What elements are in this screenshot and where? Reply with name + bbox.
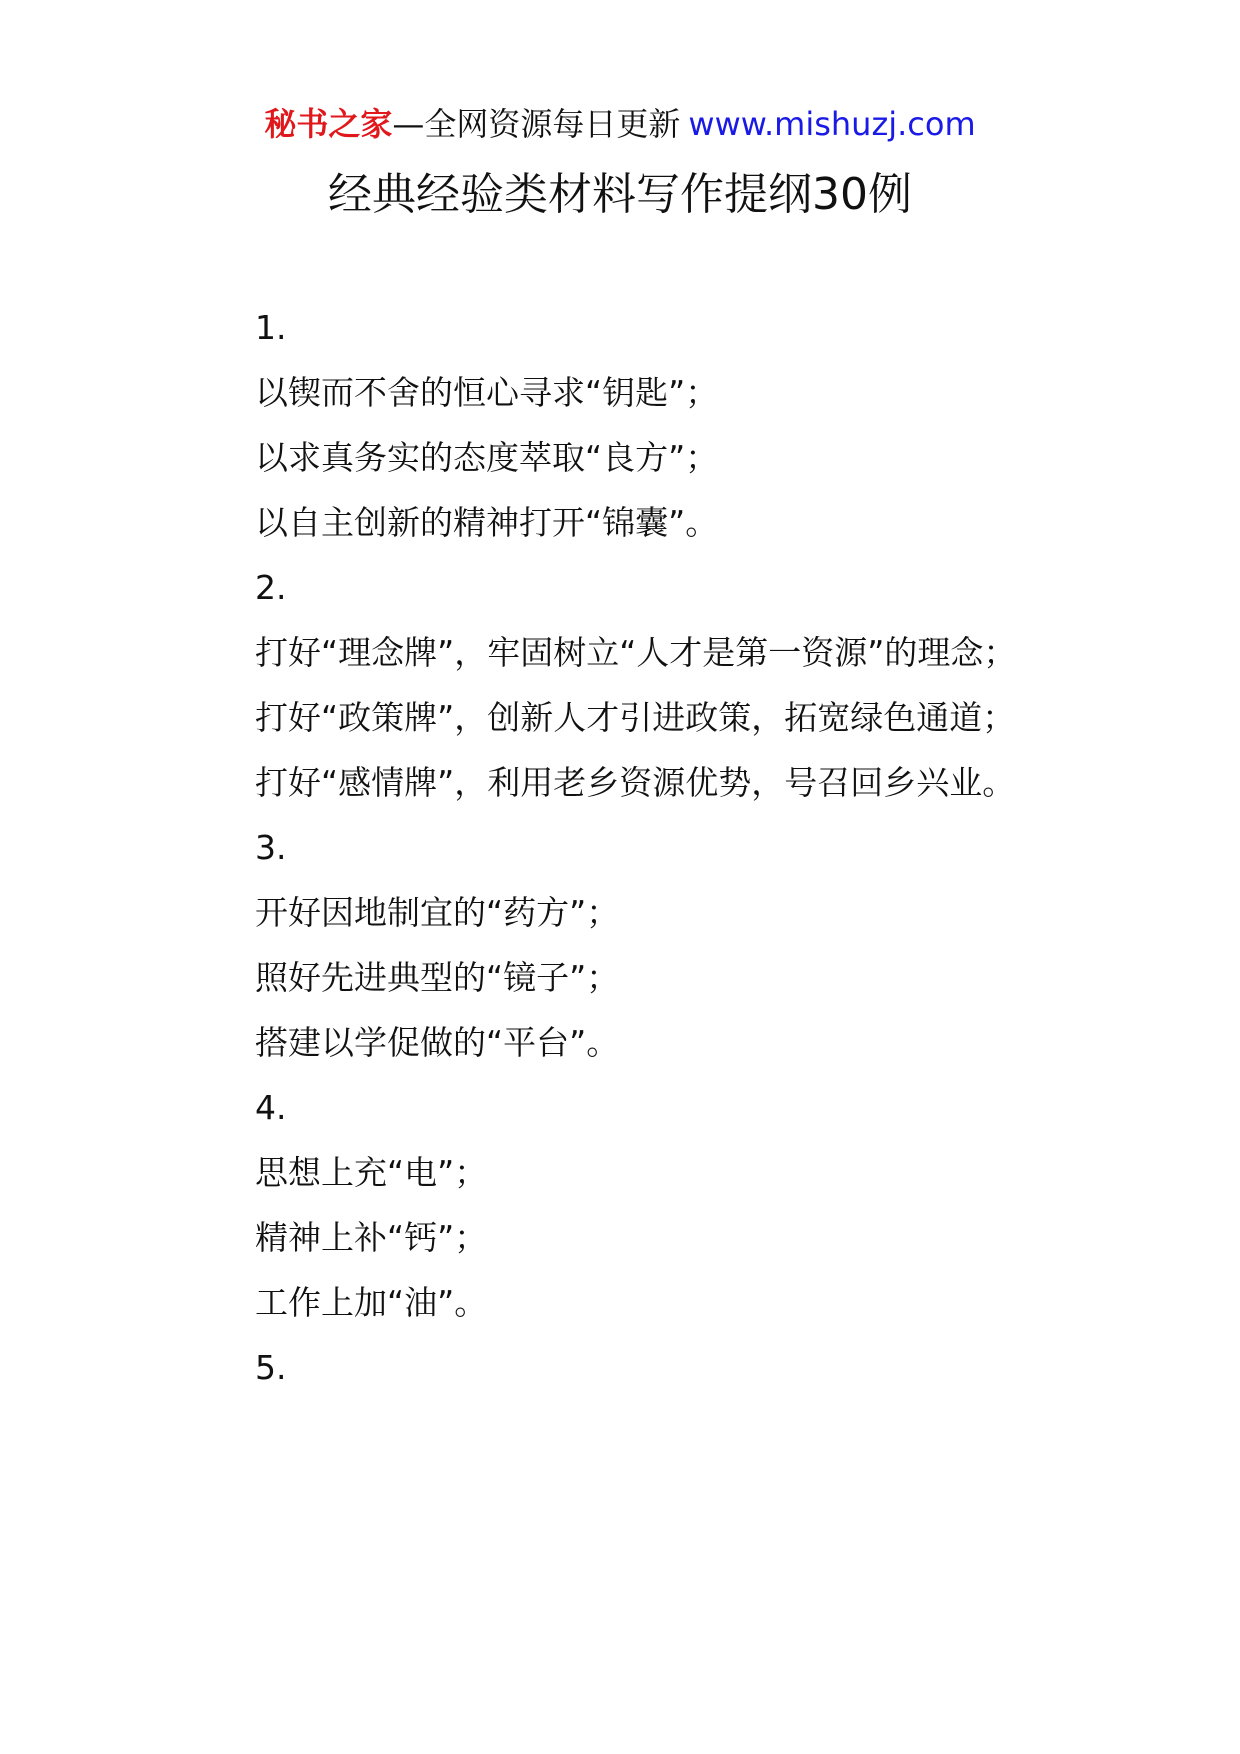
paragraph: 工作上加“油”。 [255,1283,488,1322]
paragraph: 打好“政策牌”，创新人才引进政策，拓宽绿色通道； [255,698,1016,737]
document-title: 经典经验类材料写作提纲30例 [328,169,912,220]
paragraph: 2. [255,568,287,607]
paragraph: 思想上充“电”； [255,1153,488,1192]
paragraph: 开好因地制宜的“药方”； [255,893,620,932]
site-header [0,100,1240,148]
paragraph: 以自主创新的精神打开“锦囊”。 [255,503,719,542]
paragraph: 5. [255,1348,287,1387]
paragraph: 精神上补“钙”； [255,1218,488,1257]
header-tagline: —全网资源每日更新 [392,105,681,143]
site-url: www.mishuzj.com [688,105,976,143]
brand-name: 秘书之家 [264,105,393,143]
paragraph: 3. [255,828,287,867]
paragraph: 照好先进典型的“镜子”； [255,958,620,997]
paragraph: 打好“理念牌”，牢固树立“人才是第一资源”的理念； [255,633,1017,672]
paragraph: 搭建以学促做的“平台”。 [255,1023,620,1062]
paragraph: 1. [255,308,287,347]
paragraph: 以锲而不舍的恒心寻求“钥匙”； [255,373,719,412]
paragraph: 打好“感情牌”，利用老乡资源优势，号召回乡兴业。 [255,763,1016,802]
paragraph: 以求真务实的态度萃取“良方”； [255,438,719,477]
paragraph: 4. [255,1088,287,1127]
document-body [187,295,1053,1400]
